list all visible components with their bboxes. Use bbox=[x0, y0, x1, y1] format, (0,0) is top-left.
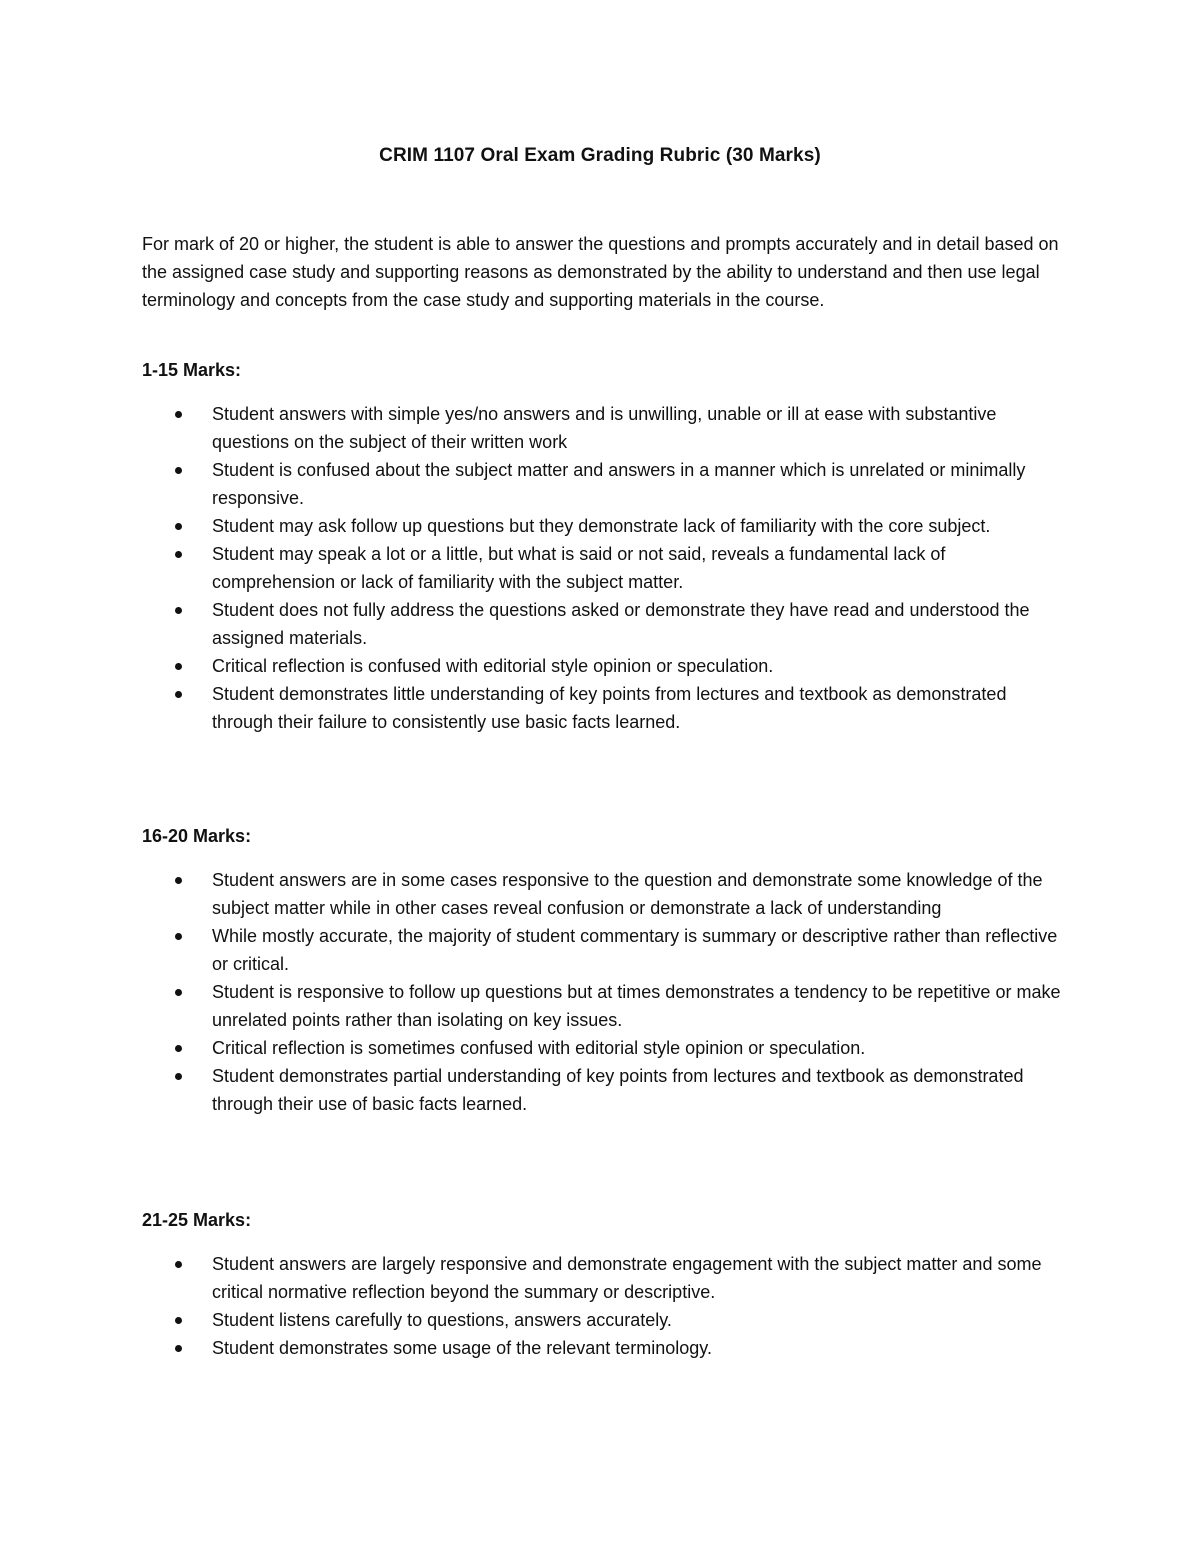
list-item bbox=[142, 922, 1062, 978]
bullet-icon bbox=[175, 989, 182, 996]
bullet-icon bbox=[175, 1045, 182, 1052]
list-item-text: Critical reflection is confused with editorial style opinion or speculation. bbox=[212, 656, 774, 676]
list-item-text: Student demonstrates some usage of the relevant terminology. bbox=[212, 1338, 712, 1358]
list-item bbox=[142, 512, 1062, 540]
criteria-list bbox=[142, 866, 1062, 1118]
section-21-25-marks bbox=[142, 1206, 1062, 1362]
section-16-20-marks bbox=[142, 822, 1062, 1118]
bullet-icon bbox=[175, 1345, 182, 1352]
section-heading: 21-25 Marks: bbox=[142, 1210, 252, 1230]
list-item bbox=[142, 680, 1062, 736]
list-item bbox=[142, 978, 1062, 1034]
list-item-text: Student may ask follow up questions but they demonstrate lack of familiarity with the core subject. bbox=[212, 516, 991, 536]
criteria-list bbox=[142, 1250, 1062, 1362]
list-item bbox=[142, 1034, 1062, 1062]
list-item-text: Student answers are largely responsive and demonstrate engagement with the subject matter and some critical normative reflection beyond the summary or descriptive. bbox=[212, 1254, 1042, 1302]
list-item bbox=[142, 866, 1062, 922]
intro-paragraph: For mark of 20 or higher, the student is able to answer the questions and prompts accurately and in detail based on the assigned case study and supporting reasons as demonstrated by the ability to understand and then use legal terminology and concepts from the case study and supporting materials in the course. bbox=[142, 234, 1059, 310]
bullet-icon bbox=[175, 551, 182, 558]
list-item bbox=[142, 1062, 1062, 1118]
bullet-icon bbox=[175, 663, 182, 670]
bullet-icon bbox=[175, 691, 182, 698]
bullet-icon bbox=[175, 1317, 182, 1324]
list-item-text: Critical reflection is sometimes confused with editorial style opinion or speculation. bbox=[212, 1038, 866, 1058]
list-item-text: Student answers are in some cases responsive to the question and demonstrate some knowledge of the subject matter while in other cases reveal confusion or demonstrate a lack of understanding bbox=[212, 870, 1043, 918]
list-item-text: Student is responsive to follow up questions but at times demonstrates a tendency to be repetitive or make unrelated points rather than isolating on key issues. bbox=[212, 982, 1061, 1030]
list-item bbox=[142, 1250, 1062, 1306]
bullet-icon bbox=[175, 933, 182, 940]
bullet-icon bbox=[175, 411, 182, 418]
list-item bbox=[142, 652, 1062, 680]
list-item bbox=[142, 1306, 1062, 1334]
section-heading: 1-15 Marks: bbox=[142, 360, 242, 380]
bullet-icon bbox=[175, 877, 182, 884]
list-item-text: Student listens carefully to questions, answers accurately. bbox=[212, 1310, 672, 1330]
list-item-text: Student is confused about the subject matter and answers in a manner which is unrelated or minimally responsive. bbox=[212, 460, 1026, 508]
list-item-text: Student does not fully address the questions asked or demonstrate they have read and understood the assigned materials. bbox=[212, 600, 1030, 648]
list-item-text: Student demonstrates partial understanding of key points from lectures and textbook as demonstrated through their use of basic facts learned. bbox=[212, 1066, 1024, 1114]
list-item-text: While mostly accurate, the majority of student commentary is summary or descriptive rather than reflective or critical. bbox=[212, 926, 1058, 974]
list-item-text: Student answers with simple yes/no answers and is unwilling, unable or ill at ease with substantive questions on the subject of their written work bbox=[212, 404, 997, 452]
bullet-icon bbox=[175, 467, 182, 474]
section-1-15-marks bbox=[142, 356, 1062, 736]
bullet-icon bbox=[175, 1073, 182, 1080]
bullet-icon bbox=[175, 1261, 182, 1268]
list-item-text: Student demonstrates little understanding of key points from lectures and textbook as demonstrated through their failure to consistently use basic facts learned. bbox=[212, 684, 1007, 732]
page-title: CRIM 1107 Oral Exam Grading Rubric (30 Marks) bbox=[379, 145, 821, 166]
list-item bbox=[142, 596, 1062, 652]
bullet-icon bbox=[175, 523, 182, 530]
list-item bbox=[142, 456, 1062, 512]
criteria-list bbox=[142, 400, 1062, 736]
list-item bbox=[142, 400, 1062, 456]
list-item bbox=[142, 540, 1062, 596]
list-item bbox=[142, 1334, 1062, 1362]
list-item-text: Student may speak a lot or a little, but what is said or not said, reveals a fundamental lack of comprehension or lack of familiarity with the subject matter. bbox=[212, 544, 946, 592]
bullet-icon bbox=[175, 607, 182, 614]
section-heading: 16-20 Marks: bbox=[142, 826, 252, 846]
